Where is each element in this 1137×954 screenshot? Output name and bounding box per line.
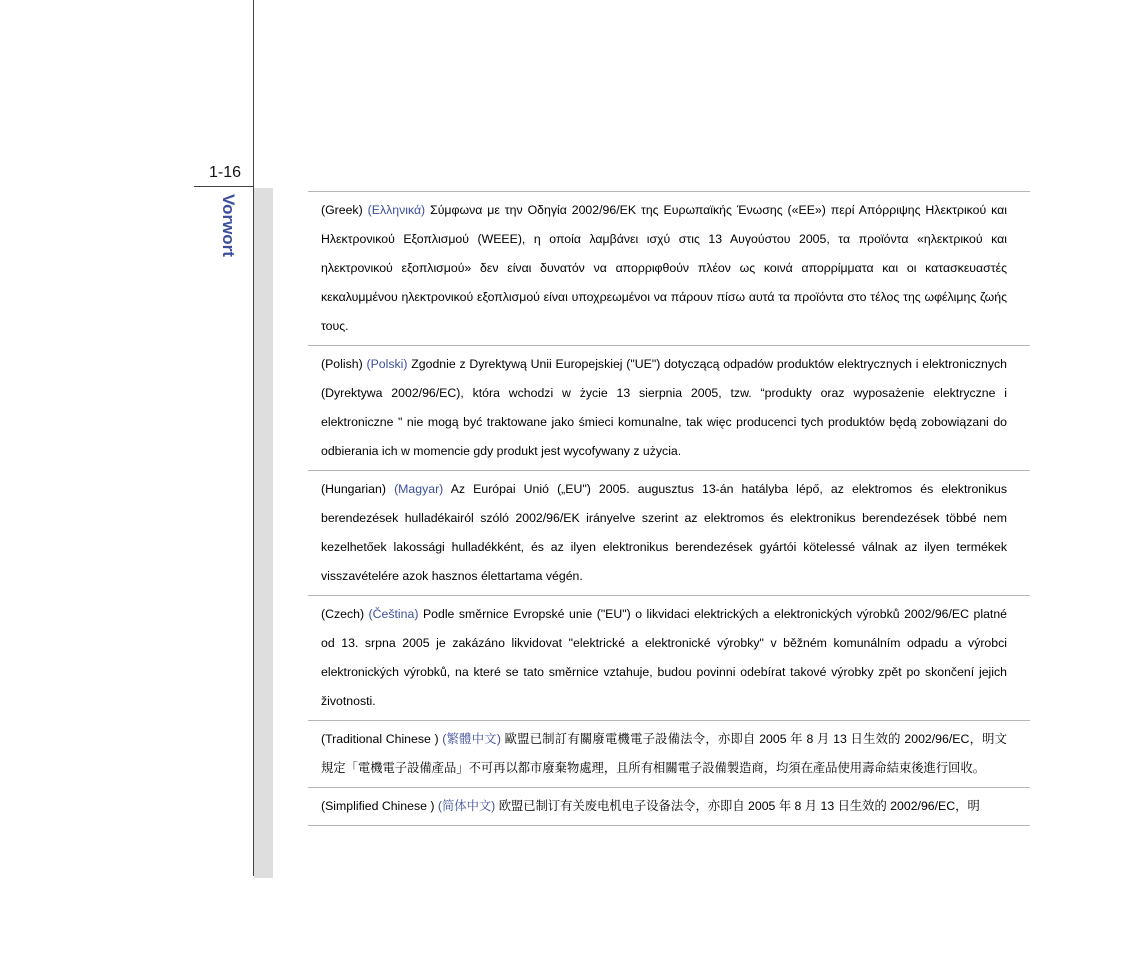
page-number: 1-16 bbox=[209, 164, 242, 181]
native-language-name: (Ελληνικά) bbox=[367, 203, 426, 217]
native-language-name: (Magyar) bbox=[394, 482, 444, 496]
statement-czech bbox=[308, 596, 1030, 721]
statement-greek bbox=[308, 192, 1030, 346]
language-label: (Polish) bbox=[321, 357, 363, 371]
statement-text: Az Európai Unió („EU") 2005. augusztus 13-án hatályba lépő, az elektromos és elektronikus berendezések hulladékairól szóló 2002/96/EK irányelve szerint az elektromos és elektronikus berendezések többé nem kezelhetőek lakossági hulladékként, és az ilyen elektronikus berendezések gyártói kötelessé válnak az ilyen termékek visszavételére azok hasznos élettartama végén. bbox=[321, 482, 1007, 583]
native-language-name: (Polski) bbox=[366, 357, 408, 371]
statement-traditional-chinese bbox=[308, 721, 1030, 788]
section-title: Vorwort bbox=[219, 194, 238, 257]
language-label: (Hungarian) bbox=[321, 482, 386, 496]
statement-text: 歐盟已制訂有關廢電機電子設備法令，亦即自 2005 年 8 月 13 日生效的 2002/96/EC，明文規定「電機電子設備產品」不可再以都市廢棄物處理，且所有相關電子設備製造商，均須在產品使用壽命結束後進行回收。 bbox=[321, 732, 1007, 775]
native-language-name: (Čeština) bbox=[368, 607, 419, 621]
language-label: (Greek) bbox=[321, 203, 363, 217]
side-tab-bar bbox=[254, 188, 273, 878]
statement-text: Σύμφωνα με την Οδηγία 2002/96/ΕΚ της Ευρωπαϊκής Ένωσης («ΕΕ») περί Απόρριψης Ηλεκτρικού και Ηλεκτρονικού Εξοπλισμού (WEEE), η οποία λαμβάνει ισχύ στις 13 Αυγούστου 2005, τα προϊόντα «ηλεκτρικού και ηλεκτρονικού εξοπλισμού» δεν είναι δυνατόν να απορριφθούν πλέον ως κοινά απορρίμματα και οι κατασκευαστές κεκαλυμμένου ηλεκτρονικού εξοπλισμού είναι υποχρεωμένοι να πάρουν πίσω αυτά τα προϊόντα στο τέλος της ωφέλιμης ζωής τους. bbox=[321, 203, 1008, 333]
statement-text: 欧盟已制订有关废电机电子设备法令，亦即自 2005 年 8 月 13 日生效的 2002/96/EC，明 bbox=[498, 799, 980, 813]
statement-text: Zgodnie z Dyrektywą Unii Europejskiej ("UE") dotyczącą odpadów produktów elektrycznych i elektronicznych (Dyrektywa 2002/96/EC), która wchodzi w życie 13 sierpnia 2005, tzw. “produkty oraz wyposażenie elektryczne i elektroniczne " nie mogą być traktowane jako śmieci komunalne, tak więc producenci tych produktów będą zobowiązani do odbierania ich w momencie gdy produkt jest wycofywany z użycia. bbox=[321, 357, 1007, 458]
language-label: (Traditional Chinese ) bbox=[321, 732, 439, 746]
statement-simplified-chinese bbox=[308, 788, 1030, 826]
native-language-name: (繁體中文) bbox=[442, 732, 501, 746]
language-label: (Simplified Chinese ) bbox=[321, 799, 435, 813]
language-label: (Czech) bbox=[321, 607, 365, 621]
statement-hungarian bbox=[308, 471, 1030, 596]
weee-statements bbox=[308, 191, 1030, 826]
native-language-name: (简体中文) bbox=[437, 799, 496, 813]
statement-polish bbox=[308, 346, 1030, 471]
statement-text: Podle směrnice Evropské unie ("EU") o likvidaci elektrických a elektronických výrobků 2002/96/EC platné od 13. srpna 2005 je zakázáno likvidovat "elektrické a elektronické výrobky" v běžném komunálním odpadu a výrobci elektronických výrobků, na které se tato směrnice vztahuje, budou povinni odebírat takové výrobky zpět po skončení jejich životnosti. bbox=[321, 607, 1008, 708]
page-number-rule bbox=[194, 186, 254, 187]
